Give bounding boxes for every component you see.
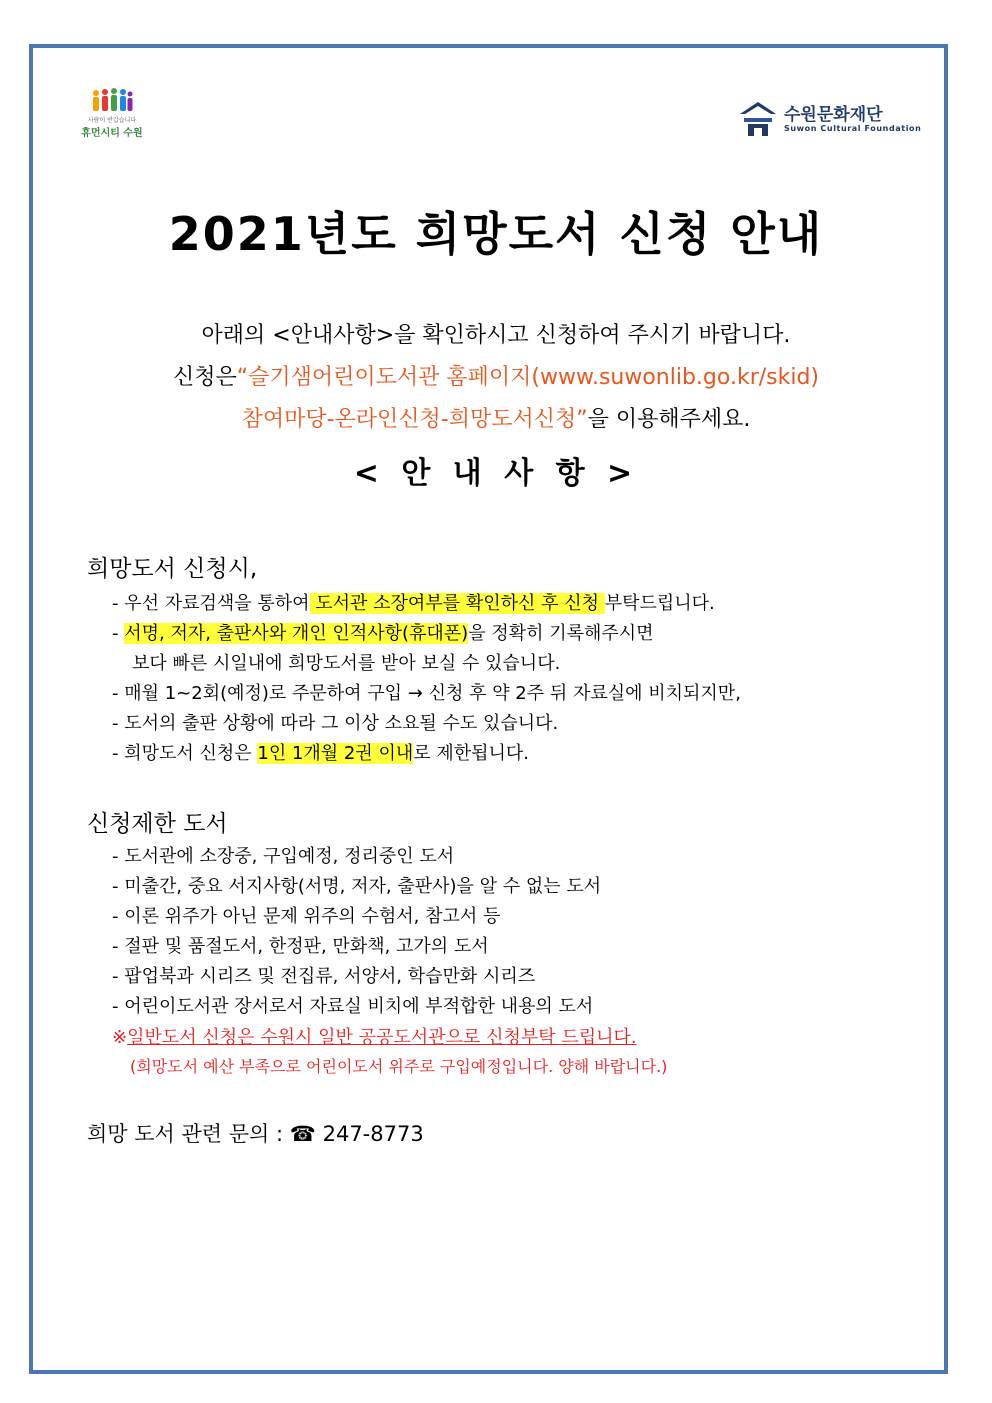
intro-line-3-suffix: 을 이용해주세요. <box>587 407 751 432</box>
restricted-item-5: - 팝업북과 시리즈 및 전집류, 서양서, 학습만화 시리즈 <box>112 966 536 987</box>
restricted-item-2: - 미출간, 중요 서지사항(서명, 저자, 출판사)을 알 수 없는 도서 <box>112 876 602 897</box>
request-item-6-tail: 로 제한됩니다. <box>413 743 530 764</box>
request-item-2-tail: 을 정확히 기록해주시면 <box>468 623 654 644</box>
guide-heading: < 안 내 사 항 > <box>353 456 639 491</box>
request-item-3: 보다 빠른 시일내에 희망도서를 받아 보실 수 있습니다. <box>132 653 561 674</box>
intro-line-3 <box>0 402 992 433</box>
request-item-1 <box>112 589 715 615</box>
intro-homepage-link: “슬기샘어린이도서관 홈페이지(www.suwonlib.go.kr/skid) <box>236 365 820 390</box>
foundation-name-ko: 수원문화재단 <box>784 105 883 125</box>
intro-line-2 <box>0 360 992 391</box>
request-item-1-text: - 우선 자료검색을 통하여 <box>112 593 310 614</box>
request-item-4: - 매월 1~2회(예정)로 주문하여 구입 → 신청 후 약 2주 뒤 자료실에 비치되지만, <box>112 683 741 704</box>
contact-label: 희망 도서 관련 문의 : <box>87 1122 290 1146</box>
foundation-roof-icon <box>738 98 778 138</box>
request-item-1-highlight: 도서관 소장여부를 확인하신 후 신청 <box>309 593 605 614</box>
request-item-6-highlight: 1인 1개월 2권 이내 <box>257 743 414 764</box>
request-item-2-dash: - <box>112 623 125 644</box>
request-item-2-highlight: 서명, 저자, 출판사와 개인 인적사항(휴대폰) <box>124 623 469 644</box>
request-item-1-tail: 부탁드립니다. <box>604 593 715 614</box>
contact-number: 247-8773 <box>315 1122 424 1146</box>
logo-tagline: 사람이 반갑습니다 <box>87 117 137 124</box>
logo-name: 휴먼시티 수원 <box>81 128 143 139</box>
contact-line <box>87 1118 424 1148</box>
request-item-6-text: - 희망도서 신청은 <box>112 743 258 764</box>
suwon-cultural-foundation-logo <box>738 98 928 142</box>
page-title: 2021년도 희망도서 신청 안내 <box>168 207 824 261</box>
intro-line-2-prefix: 신청은 <box>172 365 237 390</box>
general-books-warning <box>112 1023 637 1049</box>
restricted-item-6: - 어린이도서관 장서로서 자료실 비치에 부적합한 내용의 도서 <box>112 996 594 1017</box>
section-restricted-heading: 신청제한 도서 <box>87 811 228 837</box>
restricted-item-4: - 절판 및 품절도서, 한정판, 만화책, 고가의 도서 <box>112 936 489 957</box>
budget-note: (희망도서 예산 부족으로 어린이도서 위주로 구입예정입니다. 양해 바랍니다.) <box>130 1057 668 1076</box>
request-item-5: - 도서의 출판 상황에 따라 그 이상 소요될 수도 있습니다. <box>112 713 559 734</box>
warning-text: 일반도서 신청은 수원시 일반 공공도서관으로 신청부탁 드립니다. <box>127 1027 637 1048</box>
section-request-heading: 희망도서 신청시, <box>87 556 258 582</box>
intro-menu-path: 참여마당-온라인신청-희망도서신청” <box>241 407 588 432</box>
intro-line-1: 아래의 <안내사항>을 확인하시고 신청하여 주시기 바랍니다. <box>201 323 791 348</box>
humancity-suwon-logo <box>72 88 152 148</box>
restricted-item-3: - 이론 위주가 아닌 문제 위주의 수험서, 참고서 등 <box>112 906 501 927</box>
request-item-2 <box>112 619 654 645</box>
request-item-6 <box>112 739 529 765</box>
phone-icon: ☎ <box>289 1122 316 1146</box>
people-logo-icon <box>90 88 134 114</box>
reference-mark-icon: ※ <box>112 1027 128 1048</box>
foundation-name-en: Suwon Cultural Foundation <box>784 124 922 133</box>
restricted-item-1: - 도서관에 소장중, 구입예정, 정리중인 도서 <box>112 846 455 867</box>
